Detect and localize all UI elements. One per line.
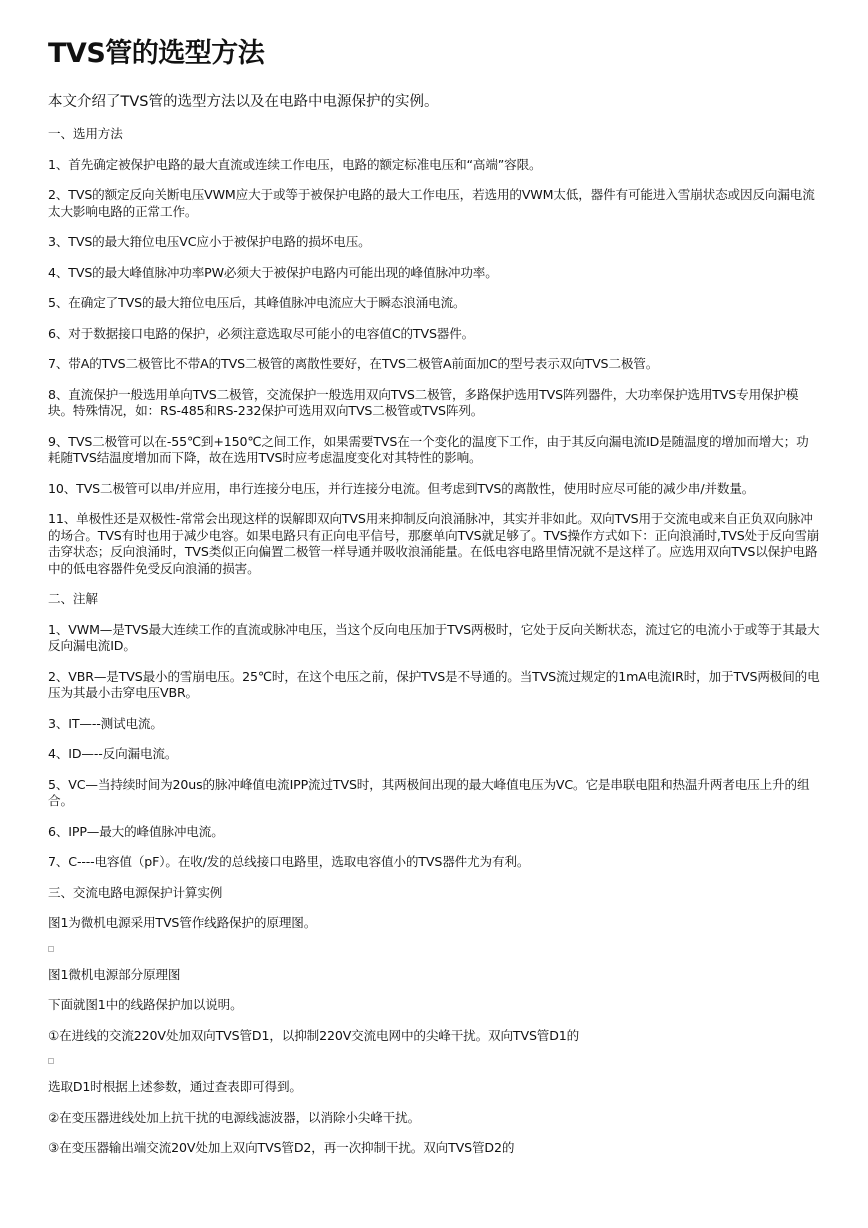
example-paragraph-3: ①在进线的交流220V处加双向TVS管D1，以抑制220V交流电网中的尖峰干扰。双向TVS管D1的 <box>48 1027 580 1043</box>
note-item-2: 2、VBR—是TVS最小的雪崩电压。25℃时，在这个电压之前，保护TVS是不导通的。当TVS流过规定的1mA电流IR时，加于TVS两极间的电压为其最小击穿电压VBR。 <box>48 668 820 700</box>
example-paragraph-4: 选取D1时根据上述参数，通过查表即可得到。 <box>48 1079 302 1094</box>
note-item-3: 3、IT—--测试电流。 <box>48 715 163 731</box>
example-paragraph-6: ③在变压器输出端交流20V处加上双向TVS管D2，再一次抑制干扰。双向TVS管D2的 <box>48 1140 515 1155</box>
example-paragraph-5: ②在变压器进线处加上抗干扰的电源线滤波器，以消除小尖峰干扰。 <box>48 1109 421 1125</box>
selection-item-7: 7、带A的TVS二极管比不带A的TVS二极管的离散性要好，在TVS二极管A前面加C的型号表示双向TVS二极管。 <box>48 356 659 371</box>
selection-item-5: 5、在确定了TVS的最大箝位电压后，其峰值脉冲电流应大于瞬态浪涌电流。 <box>48 295 466 310</box>
section-heading-notes: 二、注解 <box>48 591 98 606</box>
note-item-4: 4、ID—--反向漏电流。 <box>48 746 178 761</box>
section-heading-example: 三、交流电路电源保护计算实例 <box>48 884 223 900</box>
note-item-6: 6、IPP—最大的峰值脉冲电流。 <box>48 823 224 839</box>
page-title: TVS管的选型方法 <box>48 38 265 69</box>
figure-caption: 图1微机电源部分原理图 <box>48 966 181 982</box>
selection-item-2: 2、TVS的额定反向关断电压VWM应大于或等于被保护电路的最大工作电压，若选用的VWM太低，器件有可能进入雪崩状态或因反向漏电流太大影响电路的正常工作。 <box>48 187 815 219</box>
note-item-7: 7、C----电容值（pF）。在收/发的总线接口电路里，选取电容值小的TVS器件尤为有利。 <box>48 854 530 869</box>
selection-item-3: 3、TVS的最大箝位电压VC应小于被保护电路的损坏电压。 <box>48 234 371 249</box>
note-item-5: 5、VC—当持续时间为20us的脉冲峰值电流IPP流过TVS时，其两极间出现的最大峰值电压为VC。它是串联电阻和热温升两者电压上升的组合。 <box>48 776 810 808</box>
selection-item-4: 4、TVS的最大峰值脉冲功率PW必须大于被保护电路内可能出现的峰值脉冲功率。 <box>48 264 498 280</box>
selection-item-1: 1、首先确定被保护电路的最大直流或连续工作电压，电路的额定标准电压和“高端”容限。 <box>48 156 542 172</box>
example-paragraph-2: 下面就图1中的线路保护加以说明。 <box>48 997 243 1012</box>
selection-item-9: 9、TVS二极管可以在-55℃到+150℃之间工作，如果需要TVS在一个变化的温度下工作，由于其反向漏电流ID是随温度的增加而增大；功耗随TVS结温度增加而下降，故在选用TVS时应考虑温度变化对其特性的影响。 <box>48 433 809 465</box>
selection-item-10: 10、TVS二极管可以串/并应用，串行连接分电压，并行连接分电流。但考虑到TVS的离散性，使用时应尽可能的减少串/并数量。 <box>48 480 755 496</box>
section-heading-selection: 一、选用方法 <box>48 126 123 141</box>
broken-image-icon <box>48 946 54 952</box>
example-paragraph-1: 图1为微机电源采用TVS管作线路保护的原理图。 <box>48 915 317 930</box>
broken-image-icon <box>48 1058 54 1064</box>
selection-item-8: 8、直流保护一般选用单向TVS二极管，交流保护一般选用双向TVS二极管，多路保护选用TVS阵列器件，大功率保护选用TVS专用保护模块。特殊情况，如：RS-485和RS-232保护可选用双向TVS二极管或TVS阵列。 <box>48 386 799 418</box>
selection-item-6: 6、对于数据接口电路的保护，必须注意选取尽可能小的电容值C的TVS器件。 <box>48 325 475 341</box>
intro-paragraph: 本文介绍了TVS管的选型方法以及在电路中电源保护的实例。 <box>48 94 439 110</box>
note-item-1: 1、VWM—是TVS最大连续工作的直流或脉冲电压，当这个反向电压加于TVS两极时，它处于反向关断状态，流过它的电流小于或等于其最大反向漏电流ID。 <box>48 621 820 653</box>
selection-item-11: 11、单极性还是双极性-常常会出现这样的误解即双向TVS用来抑制反向浪涌脉冲，其实并非如此。双向TVS用于交流电或来自正负双向脉冲的场合。TVS有时也用于减少电容。如果电路只有正向电平信号，那麽单向TVS就足够了。TVS操作方式如下：正向浪涌时,TVS处于反向雪崩击穿状态；反向浪涌时，TVS类似正向偏置二极管一样导通并吸收浪涌能量。在低电容电路里情况就不是这样了。应选用双向TVS以保护电路中的低电容器件免受反向浪涌的损害。 <box>48 511 820 576</box>
